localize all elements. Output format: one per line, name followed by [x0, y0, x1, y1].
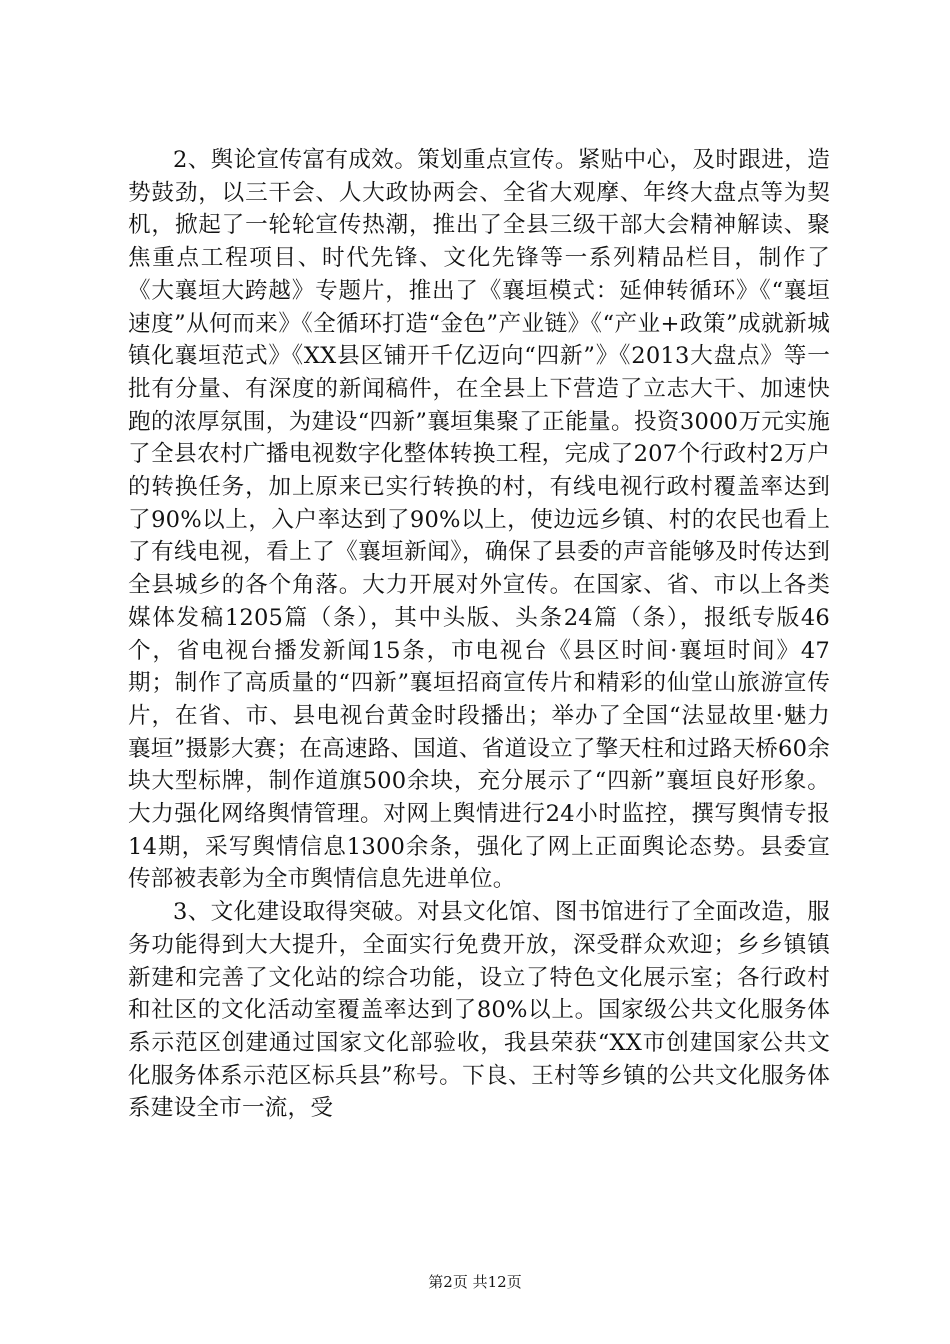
page-footer: 第2页 共12页 — [428, 1273, 522, 1291]
document-body — [128, 144, 830, 1125]
paragraph-culture-construction: 3、文化建设取得突破。对县文化馆、图书馆进行了全面改造，服务功能得到大大提升，全面实行免费开放，深受群众欢迎；乡乡镇镇新建和完善了文化站的综合功能，设立了特色文化展示室；各行政村和社区的文化活动室覆盖率达到了80%以上。国家级公共文化服务体系示范区创建通过国家文化部验收，我县荣获“XX市创建国家公共文化服务体系示范区标兵县”称号。下良、王村等乡镇的公共文化服务体系建设全市一流，受 — [128, 899, 830, 1122]
paragraph-public-opinion: 2、舆论宣传富有成效。策划重点宣传。紧贴中心，及时跟进，造势鼓劲，以三干会、人大政协两会、全省大观摩、年终大盘点等为契机，掀起了一轮轮宣传热潮，推出了全县三级干部大会精神解读、聚焦重点工程项目、时代先锋、文化先锋等一系列精品栏目，制作了《大襄垣大跨越》专题片，推出了《襄垣模式：延伸转循环》《“襄垣速度”从何而来》《全循环打造“金色”产业链》《“产业+政策”成就新城镇化襄垣范式》《XX县区铺开千亿迈向“四新”》《2013大盘点》等一批有分量、有深度的新闻稿件，在全县上下营造了立志大干、加速快跑的浓厚氛围，为建设“四新”襄垣集聚了正能量。投资3000万元实施了全县农村广播电视数字化整体转换工程，完成了207个行政村2万户的转换任务，加上原来已实行转换的村，有线电视行政村覆盖率达到了90%以上，入户率达到了90%以上，使边远乡镇、村的农民也看上了有线电视，看上了《襄垣新闻》，确保了县委的声音能够及时传达到全县城乡的各个角落。大力开展对外宣传。在国家、省、市以上各类媒体发稿1205篇（条），其中头版、头条24篇（条），报纸专版46个，省电视台播发新闻15条，市电视台《县区时间·襄垣时间》47期；制作了高质量的“四新”襄垣招商宣传片和精彩的仙堂山旅游宣传片，在省、市、县电视台黄金时段播出；举办了全国“法显故里·魅力襄垣”摄影大赛；在高速路、国道、省道设立了擎天柱和过路天桥60余块大型标牌，制作道旗500余块，充分展示了“四新”襄垣良好形象。大力强化网络舆情管理。对网上舆情进行24小时监控，撰写舆情专报14期，采写舆情信息1300余条，强化了网上正面舆论态势。县委宣传部被表彰为全市舆情信息先进单位。 — [128, 147, 830, 893]
